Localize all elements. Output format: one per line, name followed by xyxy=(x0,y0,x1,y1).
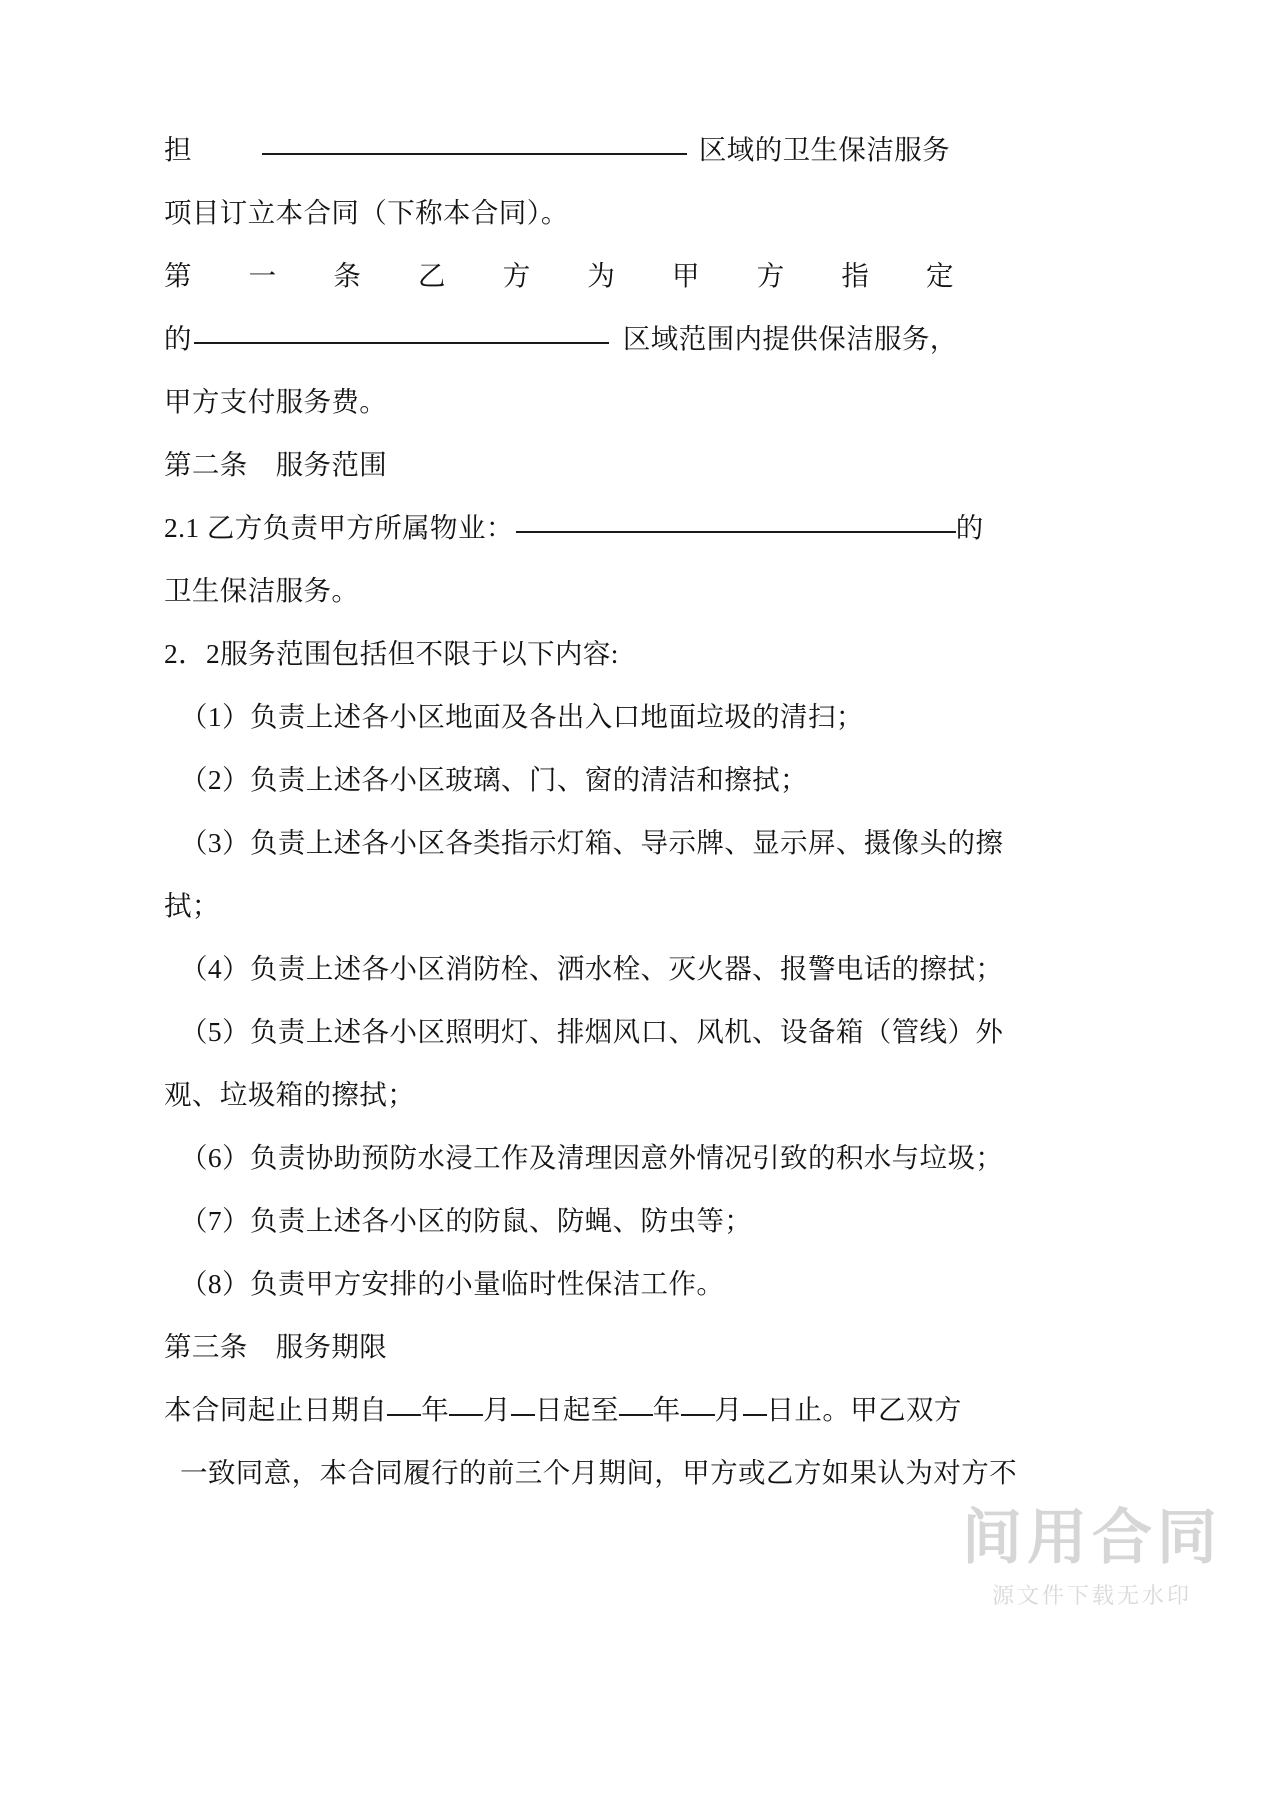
text-month-1: 月 xyxy=(483,1394,512,1425)
date-blank-month-2[interactable] xyxy=(681,1414,715,1416)
list-item-4 xyxy=(164,937,1004,1000)
text-party-a-pays: 甲方支付服务费。 xyxy=(164,386,388,417)
char-tiao: 条 xyxy=(333,260,362,291)
text-year-2: 年 xyxy=(652,1394,681,1425)
paragraph-line-5 xyxy=(164,370,954,433)
char-wei: 为 xyxy=(587,260,616,291)
list-item-7-text: （7）负责上述各小区的防鼠、防蝇、防虫等； xyxy=(180,1205,753,1236)
list-item-5 xyxy=(164,1000,1004,1063)
list-item-1 xyxy=(164,685,954,748)
list-item-8 xyxy=(164,1252,954,1315)
watermark-main-text: 间用合同 xyxy=(962,1504,1222,1571)
fill-in-blank-1[interactable] xyxy=(262,153,687,155)
date-blank-year-1[interactable] xyxy=(387,1414,421,1416)
char-jiafang-2: 方 xyxy=(756,260,785,291)
list-item-4-text: （4）负责上述各小区消防栓、洒水栓、灭火器、报警电话的擦拭； xyxy=(180,953,1004,984)
char-yi: 一 xyxy=(248,260,277,291)
text-fragment-de: 的 xyxy=(164,323,192,354)
text-section-2-2: 2．2服务范围包括但不限于以下内容: xyxy=(164,638,619,669)
char-ding: 定 xyxy=(926,260,954,291)
paragraph-section-2-1 xyxy=(164,496,984,559)
char-jiafang-1: 甲 xyxy=(672,260,700,291)
text-fragment-dan: 担 xyxy=(164,134,192,165)
list-item-6 xyxy=(164,1126,1004,1189)
fill-in-blank-2[interactable] xyxy=(194,342,609,344)
date-blank-month-1[interactable] xyxy=(449,1414,483,1416)
article-2-title: 第二条 服务范围 xyxy=(164,449,388,480)
paragraph-line-4 xyxy=(164,307,958,370)
list-item-3-continuation xyxy=(164,874,954,937)
watermark-sub-text: 源文件下载无水印 xyxy=(991,1583,1192,1608)
text-fragment-area-service: 区域的卫生保洁服务 xyxy=(698,134,951,165)
heading-article-3 xyxy=(164,1315,954,1378)
text-fragment-area-scope: 区域范围内提供保洁服务， xyxy=(622,323,958,354)
paragraph-term-dates xyxy=(164,1378,962,1441)
text-year-1: 年 xyxy=(421,1394,450,1425)
text-month-2: 月 xyxy=(714,1394,743,1425)
paragraph-line-2 xyxy=(164,181,954,244)
date-blank-year-2[interactable] xyxy=(619,1414,653,1416)
list-item-5-continuation xyxy=(164,1063,954,1126)
paragraph-term-continuation xyxy=(164,1441,1017,1504)
text-day-1: 日起至 xyxy=(535,1394,619,1425)
list-item-2-text: （2）负责上述各小区玻璃、门、窗的清洁和擦拭； xyxy=(180,764,808,795)
date-blank-day-1[interactable] xyxy=(511,1414,535,1416)
paragraph-section-2-1-cont xyxy=(164,559,954,622)
text-term-prefix: 本合同起止日期自 xyxy=(164,1394,388,1425)
char-zhi: 指 xyxy=(841,260,870,291)
list-item-1-text: （1）负责上述各小区地面及各出入口地面垃圾的清扫； xyxy=(180,701,864,732)
char-yifang-1: 乙 xyxy=(418,260,446,291)
heading-article-2 xyxy=(164,433,954,496)
text-section-2-1-prefix: 2.1 乙方负责甲方所属物业： xyxy=(164,512,514,543)
document-body xyxy=(164,118,1017,1504)
paragraph-line-1 xyxy=(164,118,954,181)
list-item-3-text: （3）负责上述各小区各类指示灯箱、导示牌、显示屏、摄像头的擦 xyxy=(180,827,1004,858)
list-item-3 xyxy=(164,811,1004,874)
text-term-continuation: 一致同意，本合同履行的前三个月期间，甲方或乙方如果认为对方不 xyxy=(180,1457,1017,1488)
text-project-contract: 项目订立本合同（下称本合同）。 xyxy=(164,197,569,228)
list-item-3-text-cont: 拭； xyxy=(164,890,220,921)
watermark xyxy=(962,1506,1222,1610)
list-item-7 xyxy=(164,1189,954,1252)
list-item-5-text: （5）负责上述各小区照明灯、排烟风口、风机、设备箱（管线）外 xyxy=(180,1016,1004,1047)
list-item-5-text-cont: 观、垃圾箱的擦拭； xyxy=(164,1079,416,1110)
text-section-2-1-suffix: 的 xyxy=(955,512,984,543)
list-item-2 xyxy=(164,748,954,811)
list-item-8-text: （8）负责甲方安排的小量临时性保洁工作。 xyxy=(180,1268,725,1299)
char-di: 第 xyxy=(164,260,192,291)
paragraph-article-1-heading xyxy=(164,244,954,307)
text-day-2-suffix: 日止。甲乙双方 xyxy=(766,1394,962,1425)
paragraph-section-2-2 xyxy=(164,622,954,685)
text-sanitation-service: 卫生保洁服务。 xyxy=(164,575,360,606)
char-yifang-2: 方 xyxy=(502,260,531,291)
article-3-title: 第三条 服务期限 xyxy=(164,1331,388,1362)
date-blank-day-2[interactable] xyxy=(743,1414,767,1416)
fill-in-blank-3[interactable] xyxy=(516,531,956,533)
list-item-6-text: （6）负责协助预防水浸工作及清理因意外情况引致的积水与垃圾； xyxy=(180,1142,1004,1173)
